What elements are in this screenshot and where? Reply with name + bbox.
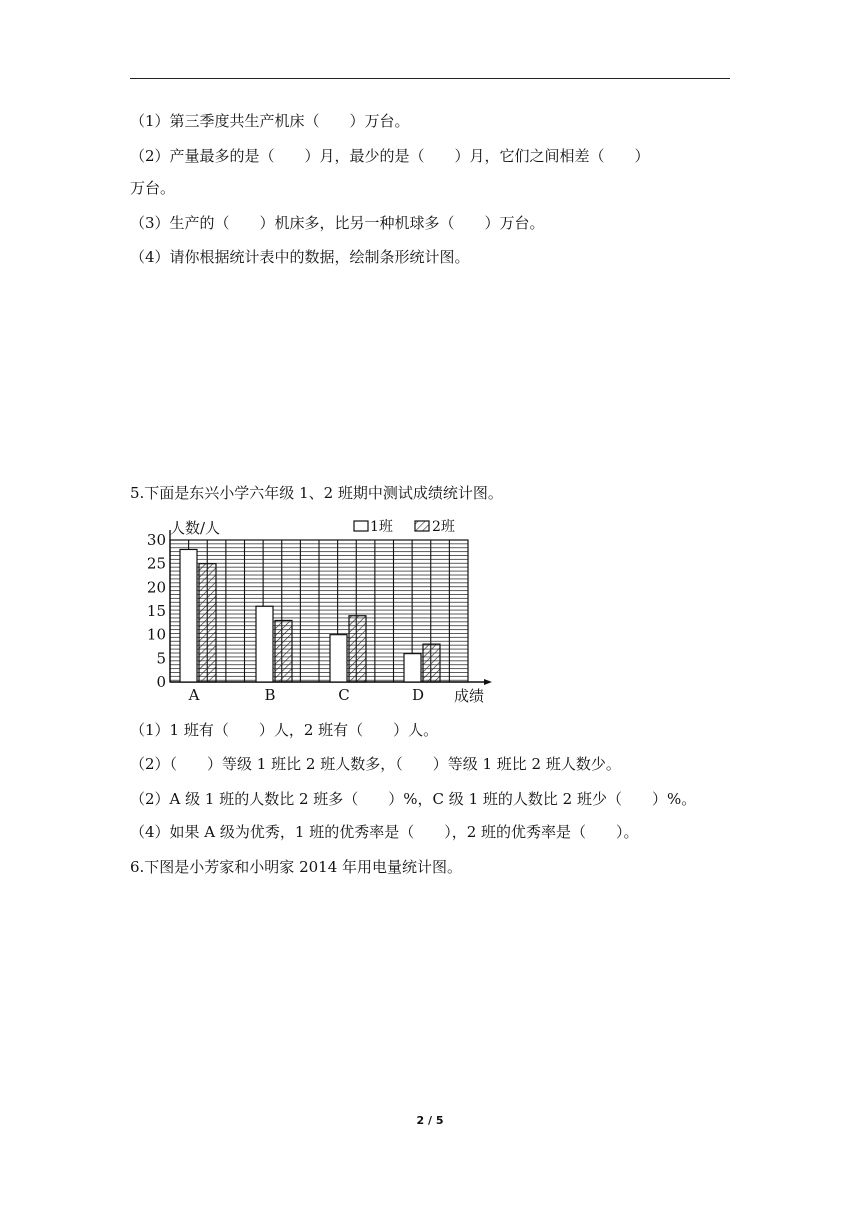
q6-title: 6.下图是小芳家和小明家 2014 年用电量统计图。 [130, 858, 463, 876]
y-tick-label: 5 [156, 649, 166, 668]
legend-label-class1: 1班 [370, 519, 393, 535]
bar-class2 [423, 644, 440, 682]
y-tick-label: 30 [146, 531, 166, 549]
legend-swatch-class1 [354, 521, 368, 531]
x-axis-label: 成绩 [454, 687, 485, 705]
question-line: （3）生产的（ ）机床多，比另一种机球多（ ）万台。 [130, 214, 545, 232]
bar-class2 [275, 620, 292, 682]
question-line: （2）产量最多的是（ ）月，最少的是（ ）月，它们之间相差（ ） [130, 147, 650, 165]
bar-class2 [349, 616, 366, 682]
q5-question-line: （1）1 班有（ ）人，2 班有（ ）人。 [130, 721, 439, 739]
bar-class1 [180, 549, 197, 682]
q5-question-line: （4）如果 A 级为优秀，1 班的优秀率是（ ），2 班的优秀率是（ ）。 [130, 823, 639, 841]
q5-title: 5.下面是东兴小学六年级 1、2 班期中测试成绩统计图。 [130, 484, 503, 502]
y-tick-label: 0 [156, 673, 166, 691]
chart-legend [354, 519, 455, 535]
header-rule [130, 78, 730, 79]
y-tick-label: 15 [146, 602, 166, 620]
x-tick-label: B [264, 686, 276, 704]
y-tick-label: 25 [146, 554, 166, 573]
bar-class1 [256, 606, 273, 682]
bar-class1 [404, 654, 421, 682]
score-bar-chart [140, 516, 500, 708]
y-tick-label: 10 [146, 625, 166, 644]
question-line: （1）第三季度共生产机床（ ）万台。 [130, 112, 410, 130]
question-line: 万台。 [130, 179, 176, 197]
legend-label-class2: 2班 [432, 519, 455, 535]
x-tick-label: D [411, 686, 425, 704]
q5-question-line: （2）A 级 1 班的人数比 2 班多（ ）%，C 级 1 班的人数比 2 班少（ ）%。 [130, 790, 697, 808]
bar-class2 [199, 564, 216, 682]
legend-swatch-class2 [415, 521, 429, 531]
y-axis-label: 人数/人 [170, 519, 221, 537]
page-number: 2 / 5 [416, 1114, 444, 1127]
bar-class1 [330, 635, 347, 682]
x-tick-label: A [188, 686, 200, 704]
question-line: （4）请你根据统计表中的数据，绘制条形统计图。 [130, 248, 470, 266]
x-axis-arrow [484, 679, 492, 685]
q5-question-line: （2）（ ）等级 1 班比 2 班人数多，（ ）等级 1 班比 2 班人数少。 [130, 755, 621, 773]
y-tick-label: 20 [146, 578, 166, 597]
x-tick-label: C [338, 686, 350, 704]
